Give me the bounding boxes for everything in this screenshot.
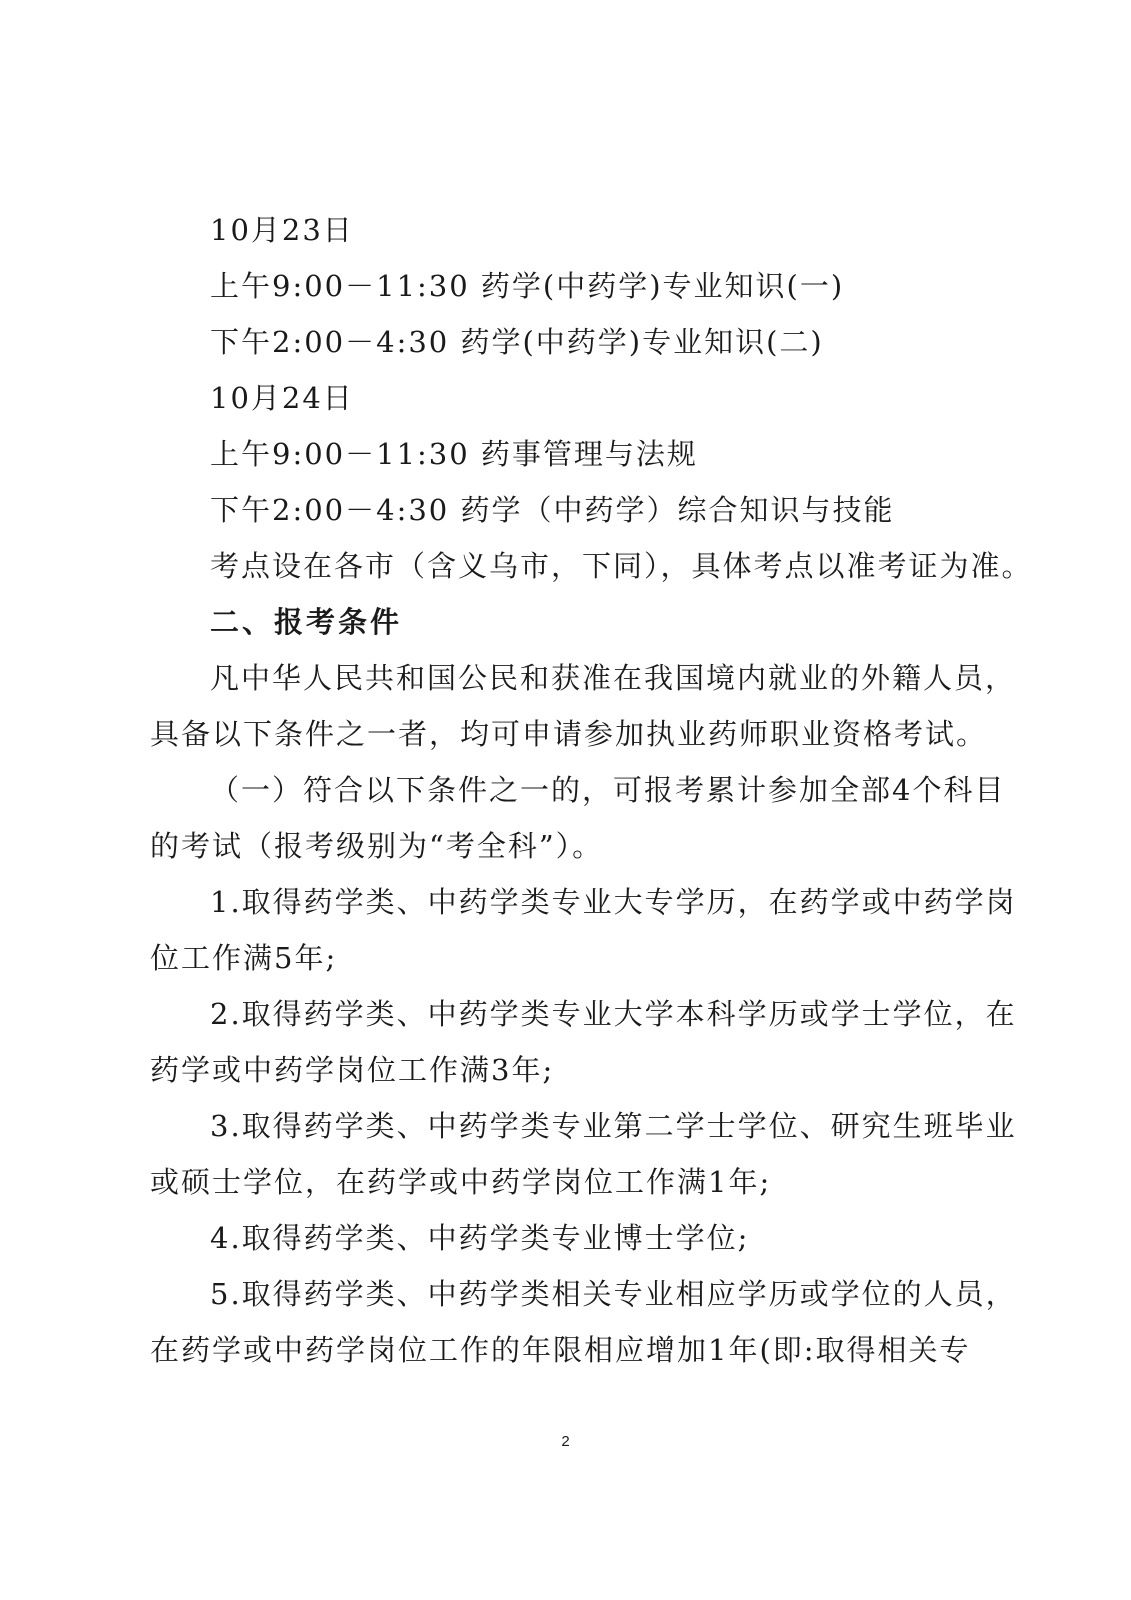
list-item-line: 2.取得药学类、中药学类专业大学本科学历或学士学位，在 (210, 997, 1017, 1031)
list-item-line: 3.取得药学类、中药学类专业第二学士学位、研究生班毕业 (210, 1109, 1017, 1143)
section-heading: 二、报考条件 (210, 605, 403, 639)
paragraph-line: 具备以下条件之一者，均可申请参加执业药师职业资格考试。 (150, 717, 988, 751)
list-item-line: 药学或中药学岗位工作满3年; (150, 1053, 555, 1087)
list-item-line: 在药学或中药学岗位工作的年限相应增加1年(即:取得相关专 (150, 1333, 971, 1367)
paragraph-line: 凡中华人民共和国公民和获准在我国境内就业的外籍人员， (210, 661, 1017, 695)
page-number: 2 (561, 1433, 570, 1450)
schedule-line: 下午2:00－4:30 药学（中药学）综合知识与技能 (210, 493, 895, 527)
list-item-line: 位工作满5年; (150, 941, 338, 975)
schedule-line: 上午9:00－11:30 药学(中药学)专业知识(一) (210, 269, 845, 303)
list-item-line: 或硕士学位，在药学或中药学岗位工作满1年; (150, 1165, 772, 1199)
paragraph-line: （一）符合以下条件之一的，可报考累计参加全部4个科目 (210, 773, 1006, 807)
date-line-oct-24: 10月24日 (210, 381, 354, 415)
list-item-line: 4.取得药学类、中药学类专业博士学位; (210, 1221, 750, 1255)
list-item-line: 5.取得药学类、中药学类相关专业相应学历或学位的人员， (210, 1277, 1017, 1311)
paragraph-line: 的考试（报考级别为“考全科”）。 (150, 829, 604, 863)
schedule-line: 上午9:00－11:30 药事管理与法规 (210, 437, 698, 471)
date-line-oct-23: 10月23日 (210, 213, 354, 247)
schedule-line: 下午2:00－4:30 药学(中药学)专业知识(二) (210, 325, 824, 359)
list-item-line: 1.取得药学类、中药学类专业大专学历，在药学或中药学岗 (210, 885, 1017, 919)
paragraph-line: 考点设在各市（含义乌市，下同），具体考点以准考证为准。 (210, 549, 1033, 583)
